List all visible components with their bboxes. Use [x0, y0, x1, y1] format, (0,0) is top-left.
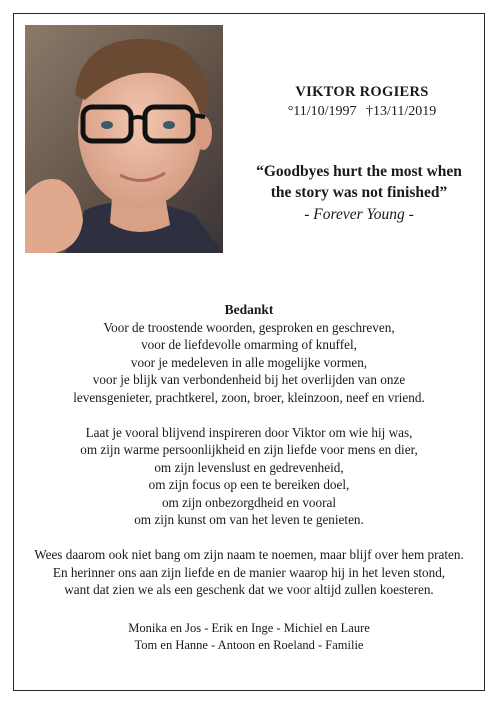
signers-line-1: Monika en Jos - Erik en Inge - Michiel en Laure [128, 621, 370, 635]
life-dates [248, 104, 476, 120]
text-line: voor je blijk van verbondenheid bij het overlijden van onze [92, 372, 406, 387]
memorial-card [13, 13, 485, 691]
text-line: om zijn levenslust en gedrevenheid, [154, 459, 344, 475]
death-date: †13/11/2019 [366, 104, 437, 119]
quote-line-2: the story was not finished” [270, 184, 448, 201]
text-line: voor de liefdevolle omarming of knuffel, [141, 337, 357, 352]
name-header [248, 84, 476, 120]
thanks-text [14, 301, 484, 599]
text-line: om zijn kunst om van het leven te genieten. [134, 512, 364, 527]
text-line: want dat zien we als een geschenk dat we voor altijd zullen koesteren. [64, 582, 434, 597]
thanks-paragraph-1 [14, 319, 484, 407]
text-line: om zijn onbezorgdheid en vooral [161, 494, 337, 510]
signers-line-2: Tom en Hanne - Antoon en Roeland - Familie [134, 638, 364, 652]
deceased-name: VIKTOR ROGIERS [295, 84, 429, 100]
thanks-title: Bedankt [224, 302, 274, 317]
birth-date: °11/10/1997 [287, 104, 357, 119]
text-line: om zijn focus op een te bereiken doel, [148, 477, 350, 492]
portrait-photo [25, 25, 223, 253]
text-line: Wees daarom ook niet bang om zijn naam te noemen, maar blijf over hem praten. [34, 547, 464, 562]
quote-source: - Forever Young - [304, 206, 414, 223]
thanks-paragraph-3 [14, 546, 484, 599]
text-line: Laat je vooral blijvend inspireren door Viktor om wie hij was, [85, 424, 413, 440]
quote [234, 161, 484, 203]
text-line: om zijn warme persoonlijkheid en zijn liefde voor mens en dier, [80, 442, 418, 457]
text-line: levensgenieter, prachtkerel, zoon, broer, kleinzoon, neef en vriend. [73, 389, 425, 405]
quote-line-1: “Goodbyes hurt the most when [256, 163, 462, 180]
signers [14, 620, 484, 654]
text-line: voor je medeleven in alle mogelijke vormen, [130, 354, 368, 370]
thanks-paragraph-2 [14, 424, 484, 529]
text-line: En herinner ons aan zijn liefde en de manier waarop hij in het leven stond, [52, 564, 446, 580]
text-line: Voor de troostende woorden, gesproken en geschreven, [103, 319, 395, 335]
